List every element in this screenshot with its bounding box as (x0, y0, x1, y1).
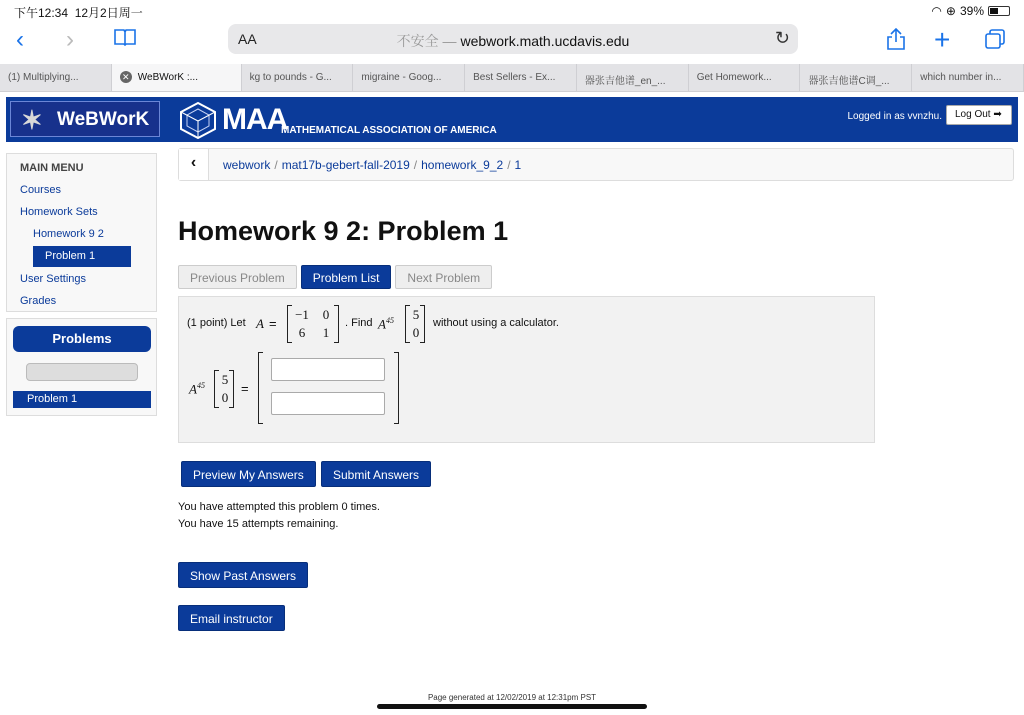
vector-cell: 5 (412, 307, 420, 322)
matrix-cell: 6 (298, 325, 306, 340)
location-icon: ⊕ (945, 4, 956, 18)
browser-tab[interactable]: 器张吉他谱_en_... (577, 64, 689, 91)
progress-bar (26, 363, 138, 381)
answer-lhs: $A^{45}$ (189, 381, 205, 397)
reader-button[interactable]: AA (238, 31, 257, 47)
breadcrumb-current: 1 (514, 158, 522, 172)
equals-sign: = (269, 316, 277, 331)
problem-list-item[interactable]: Problem 1 (13, 391, 151, 408)
answer-input-2[interactable] (271, 392, 385, 415)
reload-icon[interactable]: ↻ (774, 28, 790, 48)
next-problem-button[interactable]: Next Problem (395, 265, 492, 289)
battery-percent: 39% (959, 4, 984, 18)
email-instructor-button[interactable]: Email instructor (178, 605, 285, 631)
site-header: ✶ WeBWorK MAA MATHEMATICAL ASSOCIATION OF AMERICA Logged in as vvnzhu. Log Out ➡ (6, 97, 1018, 142)
matrix-cell: 1 (322, 325, 330, 340)
vector-cell: 5 (221, 372, 229, 387)
breadcrumb: ‹ webwork / mat17b-gebert-fall-2019 / homework_9_2 / 1 (178, 148, 1014, 181)
sidebar-item-problem-1[interactable]: Problem 1 (33, 246, 131, 267)
problem-list-button[interactable]: Problem List (301, 265, 392, 289)
problem-suffix: without using a calculator. (433, 317, 559, 329)
problems-button[interactable]: Problems (13, 326, 151, 352)
breadcrumb-item[interactable]: homework_9_2 (421, 158, 504, 172)
breadcrumb-item[interactable]: webwork (223, 158, 271, 172)
star-icon: ✶ (21, 105, 43, 135)
sidebar-item-user-settings[interactable]: User Settings (20, 273, 87, 285)
tabs-overview-icon[interactable] (984, 28, 1006, 55)
vector-cell: 0 (221, 390, 229, 405)
remaining-text: You have 15 attempts remaining. (178, 518, 339, 530)
webwork-logo[interactable]: ✶ WeBWorK (10, 101, 160, 137)
browser-tab[interactable]: migraine - Goog... (353, 64, 465, 91)
matrix-a (287, 305, 339, 343)
back-icon[interactable]: ‹ (16, 26, 24, 53)
answer-input-1[interactable] (271, 358, 385, 381)
var-a: A (256, 316, 264, 331)
wifi-icon: ◠ (931, 4, 942, 18)
var-a-power: $A^{45}$ (378, 316, 394, 332)
home-indicator[interactable] (377, 704, 647, 709)
logged-in-text: Logged in as vvnzhu. (847, 111, 942, 122)
page-footer: Page generated at 12/02/2019 at 12:31pm PST (427, 693, 597, 702)
submit-answers-button[interactable]: Submit Answers (321, 461, 431, 487)
maa-hex-icon (178, 101, 218, 139)
vector-b (405, 305, 425, 343)
main-menu-title: MAIN MENU (20, 162, 84, 174)
status-time: 下午12:34 12月2日周一 (14, 6, 143, 20)
tab-bar (0, 64, 1024, 92)
bookmarks-icon[interactable] (114, 28, 136, 52)
browser-tab[interactable]: which number in... (912, 64, 1024, 91)
sidebar-item-grades[interactable]: Grades (20, 295, 57, 307)
battery-icon (988, 6, 1010, 16)
logout-button[interactable]: Log Out ➡ (946, 105, 1012, 125)
browser-tab[interactable]: Get Homework... (689, 64, 801, 91)
browser-tab[interactable]: (1) Multiplying... (0, 64, 112, 91)
forward-icon[interactable]: › (66, 26, 74, 53)
answer-vector (214, 370, 234, 408)
status-date: 12月2日周一 (74, 6, 143, 20)
address-bar[interactable] (228, 24, 798, 54)
breadcrumb-item[interactable]: mat17b-gebert-fall-2019 (281, 158, 410, 172)
new-tab-icon[interactable]: + (934, 24, 951, 55)
equals-sign: = (241, 381, 249, 396)
show-past-answers-button[interactable]: Show Past Answers (178, 562, 308, 588)
browser-tab-active[interactable]: ✕ WeBWorK :... (112, 64, 242, 91)
find-text: . Find (345, 317, 373, 329)
previous-problem-button[interactable]: Previous Problem (178, 265, 297, 289)
sidebar-item-homework-9-2[interactable]: Homework 9 2 (33, 228, 104, 240)
browser-tab[interactable]: kg to pounds - G... (242, 64, 354, 91)
problems-panel (6, 318, 157, 416)
problem-nav (178, 265, 492, 289)
back-button[interactable]: ‹ (179, 149, 209, 180)
main-menu (6, 153, 157, 312)
sidebar-item-courses[interactable]: Courses (20, 184, 61, 196)
matrix-cell: −1 (295, 307, 309, 322)
url-text: 不安全 — webwork.math.ucdavis.edu (396, 33, 630, 49)
browser-tab[interactable]: 器张吉他谱C调_... (800, 64, 912, 91)
vector-cell: 0 (412, 325, 420, 340)
problem-prefix: (1 point) Let (187, 317, 246, 329)
browser-tab[interactable]: Best Sellers - Ex... (465, 64, 577, 91)
status-right (931, 4, 1010, 18)
page-title: Homework 9 2: Problem 1 (178, 216, 509, 246)
status-bar (0, 0, 1024, 22)
attempted-text: You have attempted this problem 0 times. (178, 501, 380, 513)
preview-answers-button[interactable]: Preview My Answers (181, 461, 316, 487)
close-tab-icon[interactable]: ✕ (120, 71, 132, 83)
answer-matrix (258, 352, 399, 424)
share-icon[interactable] (886, 28, 906, 55)
problem-body (178, 296, 875, 443)
sidebar-item-homework-sets[interactable]: Homework Sets (20, 206, 98, 218)
matrix-cell: 0 (322, 307, 330, 322)
